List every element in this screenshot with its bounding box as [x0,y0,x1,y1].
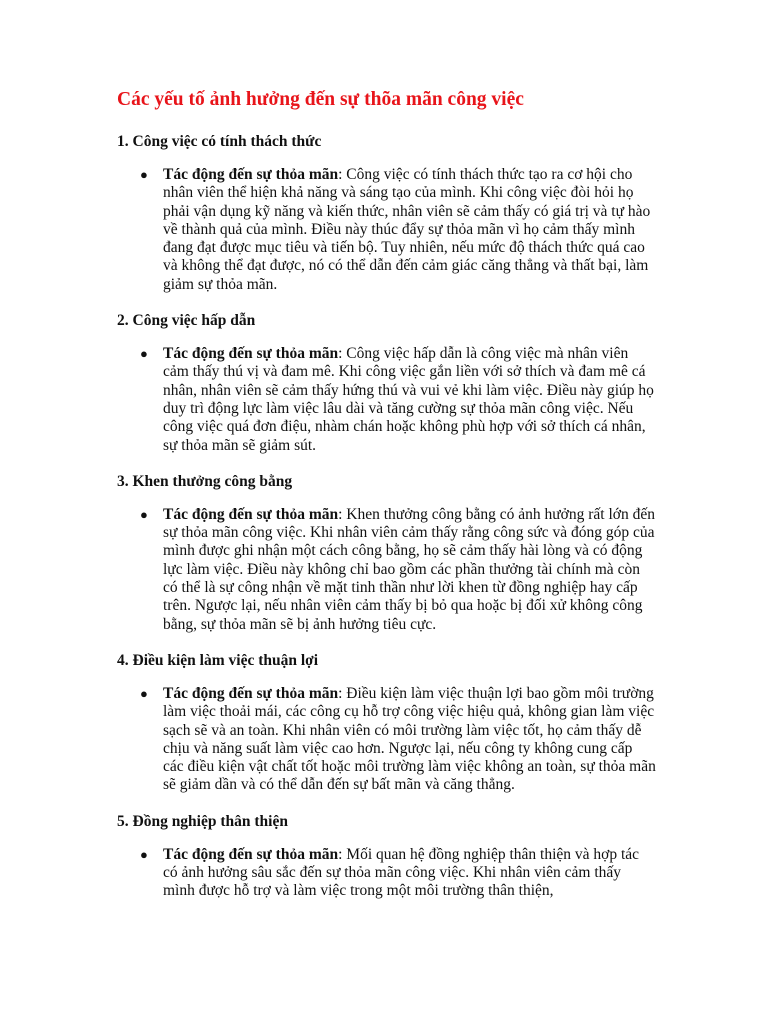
bullet-dot-icon: ● [140,167,148,182]
bullet-list [117,166,656,294]
bullet-list [117,345,656,455]
section-1 [117,132,656,294]
bullet-label: Tác động đến sự thỏa mãn [163,505,339,523]
bullet-dot-icon: ● [140,346,148,362]
bullet-list [117,846,656,901]
section-heading: 3. Khen thưởng công bằng [117,472,293,490]
bullet-text: : Mối quan hệ đồng nghiệp thân thiện và hợp tác có ảnh hưởng sâu sắc đến sự thỏa mãn công việc. Khi nhân viên cảm thấy mình được hỗ trợ và làm việc trong một môi trường thân thiện, [163,845,640,900]
bullet-dot-icon: ● [140,685,148,701]
section-heading: 1. Công việc có tính thách thức [117,133,322,150]
section-3 [117,472,656,634]
bullet-dot-icon: ● [140,846,148,862]
list-item [140,345,656,455]
bullet-dot-icon: ● [140,506,148,522]
document-title: Các yếu tố ảnh hưởng đến sự thõa mãn công việc [117,89,524,110]
section-2 [117,311,656,455]
list-item [140,505,656,634]
list-item [140,845,656,901]
bullet-text: : Khen thưởng công bằng có ảnh hưởng rất lớn đến sự thỏa mãn công việc. Khi nhân viên cảm thấy rằng công sức và đóng góp của mình được ghi nhận một cách công bằng, họ sẽ cảm thấy hài lòng và có động lực làm việc. Điều này không chỉ bao gồm các phần thưởng tài chính mà còn có thể là sự công nhận về mặt tinh thần như lời khen từ đồng nghiệp hay cấp trên. Ngược lại, nếu nhân viên cảm thấy bị bỏ qua hoặc bị đối xử không công bằng, sự thỏa mãn sẽ bị ảnh hưởng tiêu cực. [163,505,655,633]
bullet-label: Tác động đến sự thỏa mãn [163,845,339,863]
list-item [140,166,656,294]
section-heading: 2. Công việc hấp dẫn [117,312,256,330]
section-heading: 5. Đồng nghiệp thân thiện [117,812,288,830]
list-item [140,684,656,795]
section-4 [117,651,656,795]
bullet-list [117,685,656,795]
bullet-text: : Công việc hấp dẫn là công việc mà nhân viên cảm thấy thú vị và đam mê. Khi công việc gắn liền với sở thích và đam mê cá nhân, nhân viên sẽ cảm thấy hứng thú và vui vẻ khi làm việc. Điều này giúp họ duy trì động lực làm việc lâu dài và tăng cường sự thỏa mãn công việc. Nếu công việc quá đơn điệu, nhàm chán hoặc không phù hợp với sở thích cá nhân, sự thỏa mãn sẽ giảm sút. [163,345,654,454]
bullet-list [117,506,656,634]
bullet-label: Tác động đến sự thỏa mãn [163,684,339,702]
bullet-label: Tác động đến sự thỏa mãn [163,345,339,363]
bullet-text: : Điều kiện làm việc thuận lợi bao gồm môi trường làm việc thoải mái, các công cụ hỗ trợ công việc hiệu quả, không gian làm việc sạch sẽ và an toàn. Khi nhân viên có môi trường làm việc tốt, họ cảm thấy dễ chịu và năng suất làm việc cao hơn. Ngược lại, nếu công ty không cung cấp các điều kiện vật chất tốt hoặc môi trường làm việc không an toàn, sự thỏa mãn sẽ giảm dần và có thể dẫn đến sự bất mãn và căng thẳng. [163,684,656,794]
bullet-text: : Công việc có tính thách thức tạo ra cơ hội cho nhân viên thể hiện khả năng và sáng tạo của mình. Khi công việc đòi hỏi họ phải vận dụng kỹ năng và kiến thức, nhân viên sẽ cảm thấy có giá trị và tự hào về thành quả của mình. Điều này thúc đẩy sự thỏa mãn vì họ cảm thấy mình đang đạt được mục tiêu và tiến bộ. Tuy nhiên, nếu mức độ thách thức quá cao và không thể đạt được, nó có thể dẫn đến cảm giác căng thẳng và thất bại, làm giảm sự thỏa mãn. [163,166,651,293]
section-5 [117,812,656,901]
bullet-label: Tác động đến sự thỏa mãn [163,166,339,183]
section-heading: 4. Điều kiện làm việc thuận lợi [117,651,319,669]
